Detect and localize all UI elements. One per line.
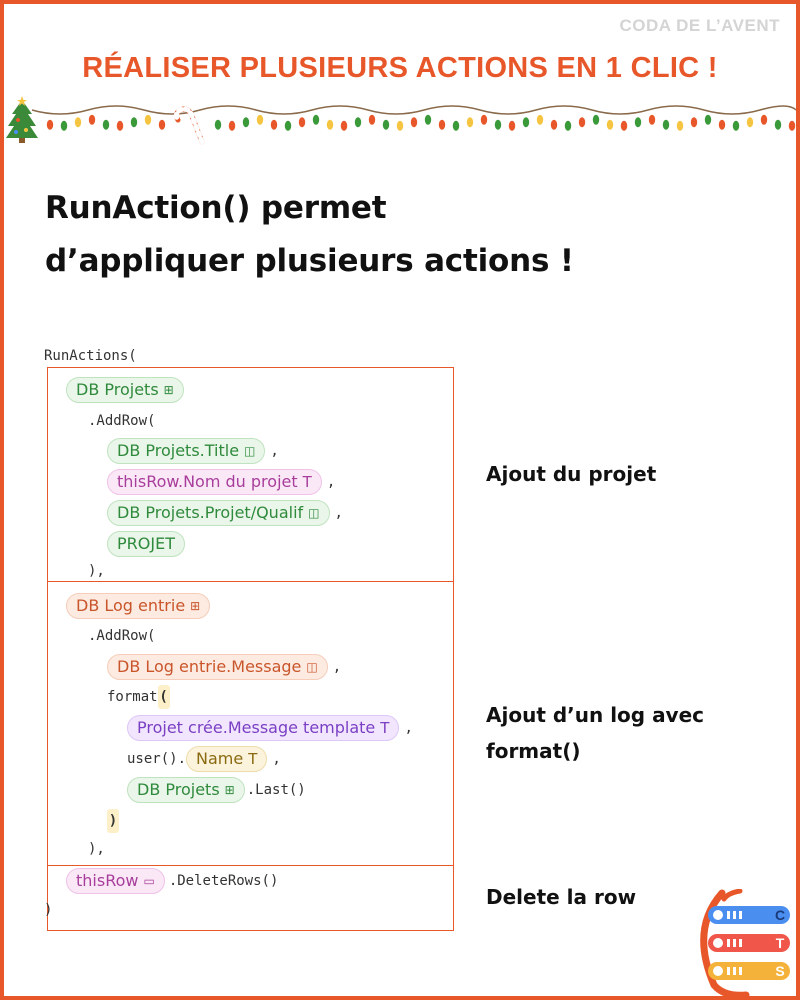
code-line: DB Log entrie.Message ◫ , (107, 654, 341, 680)
garland-bulb (397, 121, 403, 131)
table-chip: DB Log entrie ⊞ (66, 593, 210, 619)
column-chip: Projet crée.Message template T (127, 715, 399, 741)
garland-bulb (509, 121, 515, 131)
table-icon: ⊞ (163, 383, 174, 397)
text-icon: T (380, 718, 390, 737)
garland-bulb (215, 120, 221, 130)
page-title: RÉALISER PLUSIEURS ACTIONS EN 1 CLIC ! (82, 52, 718, 84)
garland-bulb (61, 121, 67, 131)
garland-bulb (761, 115, 767, 125)
code-line: Projet crée.Message template T , (127, 715, 413, 741)
garland-bulb (411, 117, 417, 127)
table-icon: ⊞ (190, 599, 201, 613)
user-call: user(). (127, 751, 187, 767)
code-close: ) (44, 902, 53, 918)
garland-bulb (607, 120, 613, 130)
garland-bulb (47, 120, 53, 130)
format-call: format (107, 689, 158, 705)
garland-bulb (285, 121, 291, 131)
garland-bulb (439, 120, 445, 130)
code-open: RunActions( (44, 348, 137, 364)
garland-bulb (565, 121, 571, 131)
garland-bulb (663, 120, 669, 130)
column-chip: thisRow.Nom du projet T (107, 469, 322, 495)
garland-bulb (117, 121, 123, 131)
code-line (107, 684, 170, 710)
garland-bulb (103, 120, 109, 130)
code-line (66, 377, 184, 403)
label-add-log-line-2: format() (486, 739, 581, 763)
code-block-add-project (47, 367, 454, 582)
christmas-garland (4, 96, 796, 146)
code-line: user(). Name T , (127, 746, 281, 772)
close-paren: ), (88, 563, 105, 579)
garland-bulb (705, 115, 711, 125)
column-icon: ◫ (244, 444, 256, 458)
garland-bulb (789, 121, 795, 131)
garland-bulb (733, 121, 739, 131)
garland-bulb (243, 117, 249, 127)
garland-bulb (313, 115, 319, 125)
text-icon: T (302, 472, 312, 491)
code-line (88, 839, 105, 859)
code-block-delete-row (47, 865, 454, 931)
addrow-call: .AddRow( (88, 413, 156, 429)
open-paren: ( (158, 685, 170, 709)
column-icon: ◫ (308, 506, 320, 520)
row-icon: ▭ (143, 874, 155, 888)
label-add-log (486, 697, 704, 769)
table-icon: ⊞ (224, 783, 235, 797)
series-label: CODA DE L’AVENT (619, 16, 780, 35)
garland-bulb (355, 117, 361, 127)
deleterows-call: .DeleteRows() (168, 873, 279, 889)
garland-bulb (719, 120, 725, 130)
label-delete-row: Delete la row (486, 885, 637, 909)
code-line: DB Projets.Projet/Qualif ◫ , (107, 500, 343, 526)
column-chip: Name T (186, 746, 267, 772)
garland-bulb (747, 117, 753, 127)
code-line (88, 562, 105, 580)
column-chip: DB Log entrie.Message ◫ (107, 654, 328, 680)
code-line (107, 808, 119, 834)
code-line (127, 777, 306, 803)
garland-bulb (579, 117, 585, 127)
logo-letter-c: C (774, 907, 786, 923)
garland-bulb (369, 115, 375, 125)
column-chip: DB Projets.Title ◫ (107, 438, 265, 464)
garland-bulb (593, 115, 599, 125)
garland-bulb (229, 121, 235, 131)
garland-bulb (453, 121, 459, 131)
value-chip: PROJET (107, 531, 185, 557)
headline-line-2: d’appliquer plusieurs actions ! (45, 243, 574, 279)
garland-bulb (635, 117, 641, 127)
garland-bulb (299, 117, 305, 127)
column-icon: ◫ (306, 660, 318, 674)
code-line (107, 531, 185, 557)
garland-bulb (425, 115, 431, 125)
garland-bulb (649, 115, 655, 125)
garland-bulb (537, 115, 543, 125)
garland-bulb (131, 117, 137, 127)
garland-bulb (383, 120, 389, 130)
table-chip: DB Projets ⊞ (127, 777, 245, 803)
garland-bulb (621, 121, 627, 131)
garland-bulb (159, 120, 165, 130)
garland-bulb (327, 120, 333, 130)
row-chip: thisRow ▭ (66, 868, 165, 894)
label-add-log-line-1: Ajout d’un log avec (486, 703, 705, 727)
headline-line-1: RunAction() permet (45, 190, 387, 226)
garland-bulb (467, 117, 473, 127)
garland-bulb (495, 120, 501, 130)
addrow-call: .AddRow( (88, 628, 156, 644)
close-paren: ), (88, 841, 105, 857)
garland-bulb (75, 117, 81, 127)
garland-bulb (341, 121, 347, 131)
garland-bulb (523, 117, 529, 127)
text-icon: T (248, 749, 258, 768)
label-add-project: Ajout du projet (486, 462, 657, 486)
close-paren: ) (107, 809, 119, 833)
garland-bulb (271, 120, 277, 130)
last-call: .Last() (246, 782, 306, 798)
garland-bulb (89, 115, 95, 125)
logo-letter-s: S (775, 963, 785, 979)
garland-bulb (677, 121, 683, 131)
code-line: DB Projets.Title ◫ , (107, 438, 279, 464)
garland-bulb (481, 115, 487, 125)
table-chip: DB Projets ⊞ (66, 377, 184, 403)
code-line (88, 623, 155, 649)
garland-bulb (257, 115, 263, 125)
logo-letter-t: T (775, 935, 785, 951)
code-line (88, 408, 155, 434)
code-line (66, 868, 278, 894)
garland-bulb (551, 120, 557, 130)
code-block-add-log (47, 581, 454, 866)
garland-bulb (691, 117, 697, 127)
code-line: thisRow.Nom du projet T , (107, 469, 335, 495)
headline (45, 182, 574, 288)
garland-bulb (145, 115, 151, 125)
garland-bulb (775, 120, 781, 130)
christmas-tree-icon (6, 96, 38, 143)
logo (694, 889, 794, 997)
column-chip: DB Projets.Projet/Qualif ◫ (107, 500, 330, 526)
code-line (66, 593, 210, 619)
